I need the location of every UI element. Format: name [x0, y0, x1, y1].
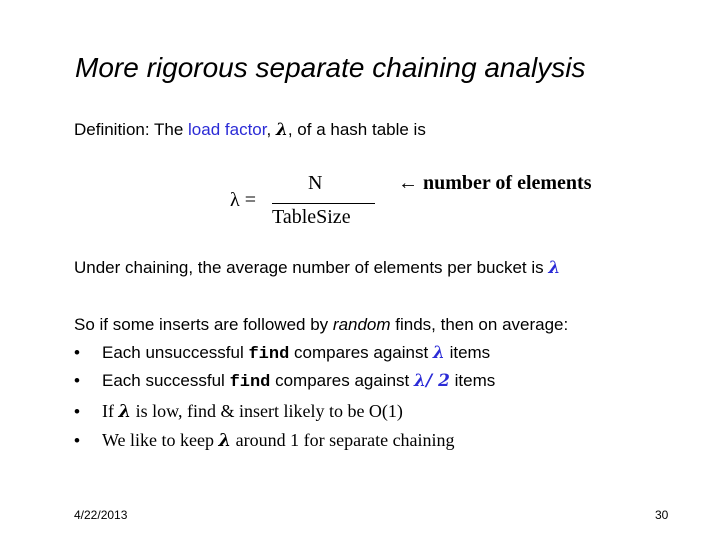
intro-before: So if some inserts are followed by	[74, 315, 333, 334]
load-factor-term: load factor	[188, 120, 267, 139]
lambda-symbol: λ	[432, 343, 445, 363]
list-item	[74, 401, 403, 422]
bullet-text: around 1 for separate chaining	[231, 430, 455, 450]
lambda-symbol: λ	[548, 258, 561, 278]
bullet-text: is low, find & insert likely to be O(1)	[131, 401, 403, 421]
intro-line	[74, 315, 568, 335]
definition-line	[74, 120, 426, 140]
lambda-symbol: λ	[118, 401, 132, 422]
formula-denominator: TableSize	[272, 206, 351, 228]
bullet-text: If	[102, 401, 119, 421]
chaining-text: Under chaining, the average number of elements per bucket is	[74, 258, 549, 277]
page-number: 30	[655, 508, 669, 522]
list-item	[74, 343, 490, 364]
list-item	[74, 430, 455, 451]
lambda-symbol: λ	[218, 430, 232, 451]
formula-annotation: ← number of elements	[398, 172, 592, 194]
intro-emphasis: random	[332, 315, 391, 334]
definition-prefix: Definition: The	[74, 120, 189, 139]
bullet-marker: •	[74, 343, 80, 362]
formula-numerator: N	[308, 172, 323, 194]
bullet-marker: •	[74, 431, 80, 450]
bullet-text: We like to keep	[102, 430, 219, 450]
formula-lhs: λ =	[230, 189, 256, 211]
bullet-text: items	[444, 343, 491, 362]
load-factor-formula	[230, 172, 390, 232]
bullet-text: items	[449, 371, 496, 390]
lambda-half-symbol: λ/ 2	[414, 371, 450, 391]
bullet-text: compares against	[270, 371, 415, 390]
bullet-marker: •	[74, 402, 80, 421]
slide-title: More rigorous separate chaining analysis	[75, 52, 586, 83]
intro-after: finds, then on average:	[390, 315, 569, 334]
bullet-marker: •	[74, 371, 80, 390]
code-find: find	[248, 345, 290, 364]
chaining-statement	[74, 258, 560, 278]
code-find: find	[229, 373, 271, 392]
definition-suffix: , of a hash table is	[287, 120, 426, 139]
bullet-text: compares against	[289, 343, 433, 362]
definition-comma: ,	[266, 120, 276, 139]
lambda-symbol: λ	[275, 120, 288, 140]
bullet-text: Each successful	[102, 371, 230, 390]
list-item	[74, 371, 495, 392]
fraction-bar	[272, 203, 375, 204]
bullet-text: Each unsuccessful	[102, 343, 249, 362]
footer-date: 4/22/2013	[74, 508, 128, 522]
